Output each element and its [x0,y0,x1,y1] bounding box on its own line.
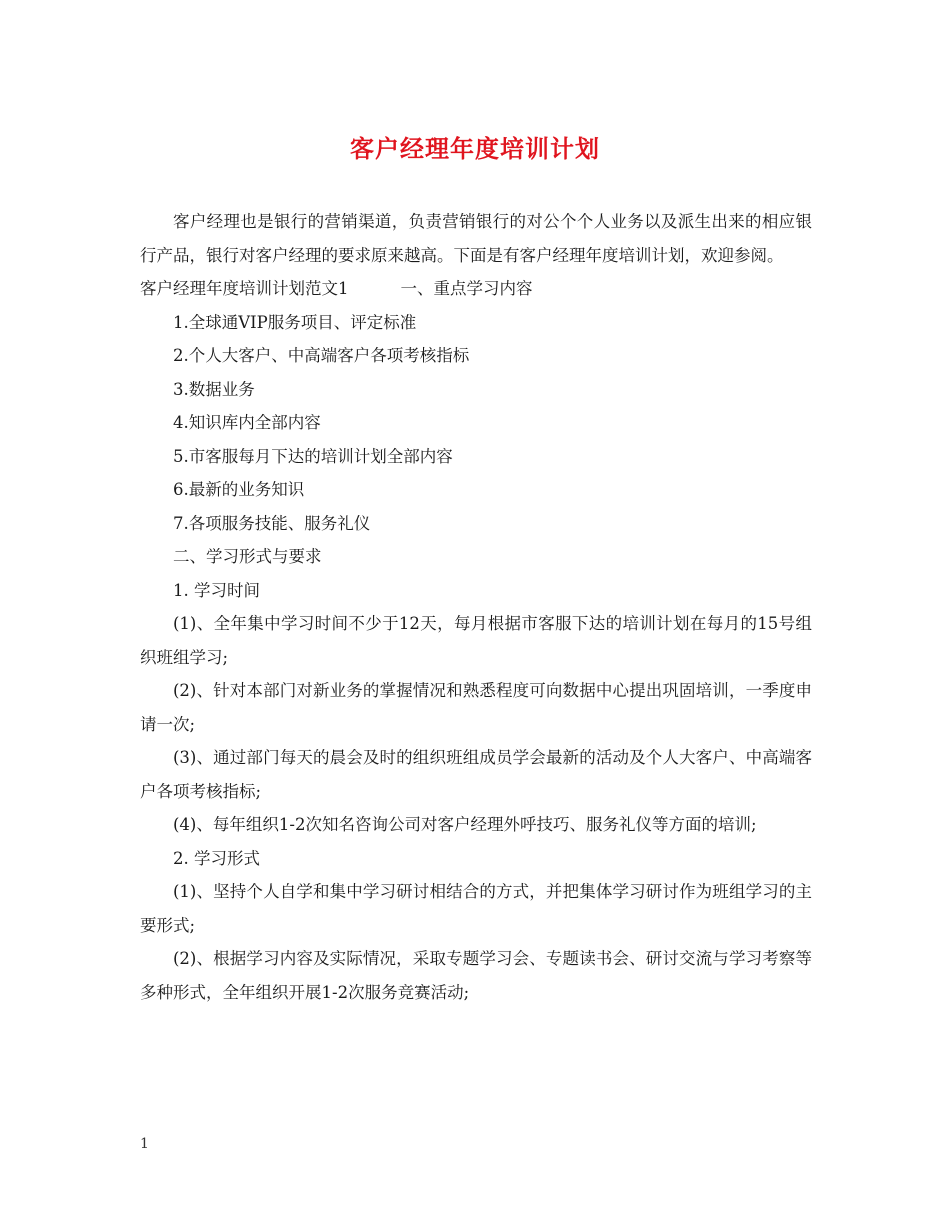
section2-heading: 二、学习形式与要求 [173,547,322,566]
list-item: 3.数据业务 [173,379,255,399]
sub-item: (1)、全年集中学习时间不少于12天，每月根据市客服下达的培训计划在每月的15号组织班组学习; [140,614,812,667]
section1-heading: 一、重点学习内容 [400,279,533,298]
sub-item: (1)、坚持个人自学和集中学习研讨相结合的方式，并把集体学习研讨作为班组学习的主要形式; [140,882,812,935]
subsection-heading: 1. 学习时间 [173,580,260,600]
list-item: 5.市客服每月下达的培训计划全部内容 [173,446,453,466]
sub-item: (4)、每年组织1-2次知名咨询公司对客户经理外呼技巧、服务礼仪等方面的培训; [173,815,757,834]
page-number: 1 [140,1136,149,1152]
sub-item: (3)、通过部门每天的晨会及时的组织班组成员学会最新的活动及个人大客户、中高端客户各项考核指标; [140,748,812,801]
list-item: 7.各项服务技能、服务礼仪 [173,513,371,533]
sample-heading: 客户经理年度培训计划范文1 [140,279,349,298]
sub-item: (2)、针对本部门对新业务的掌握情况和熟悉程度可向数据中心提出巩固培训，一季度申请一次; [140,681,812,734]
list-item: 6.最新的业务知识 [173,480,305,499]
subsection-heading: 2. 学习形式 [173,848,260,868]
section-heading-line [140,272,812,306]
sub-item: (2)、根据学习内容及实际情况，采取专题学习会、专题读书会、研讨交流与学习考察等多种形式，全年组织开展1-2次服务竞赛活动; [140,949,812,1002]
intro-paragraph: 客户经理也是银行的营销渠道，负责营销银行的对公个个人业务以及派生出来的相应银行产品，银行对客户经理的要求原来越高。下面是有客户经理年度培训计划，欢迎参阅。 [140,212,812,265]
list-item: 2.个人大客户、中高端客户各项考核指标 [173,346,470,365]
document-title: 客户经理年度培训计划 [350,134,600,163]
list-item: 1.全球通VIP服务项目、评定标准 [173,312,417,332]
document-body [140,205,812,1009]
list-item: 4.知识库内全部内容 [173,413,321,432]
